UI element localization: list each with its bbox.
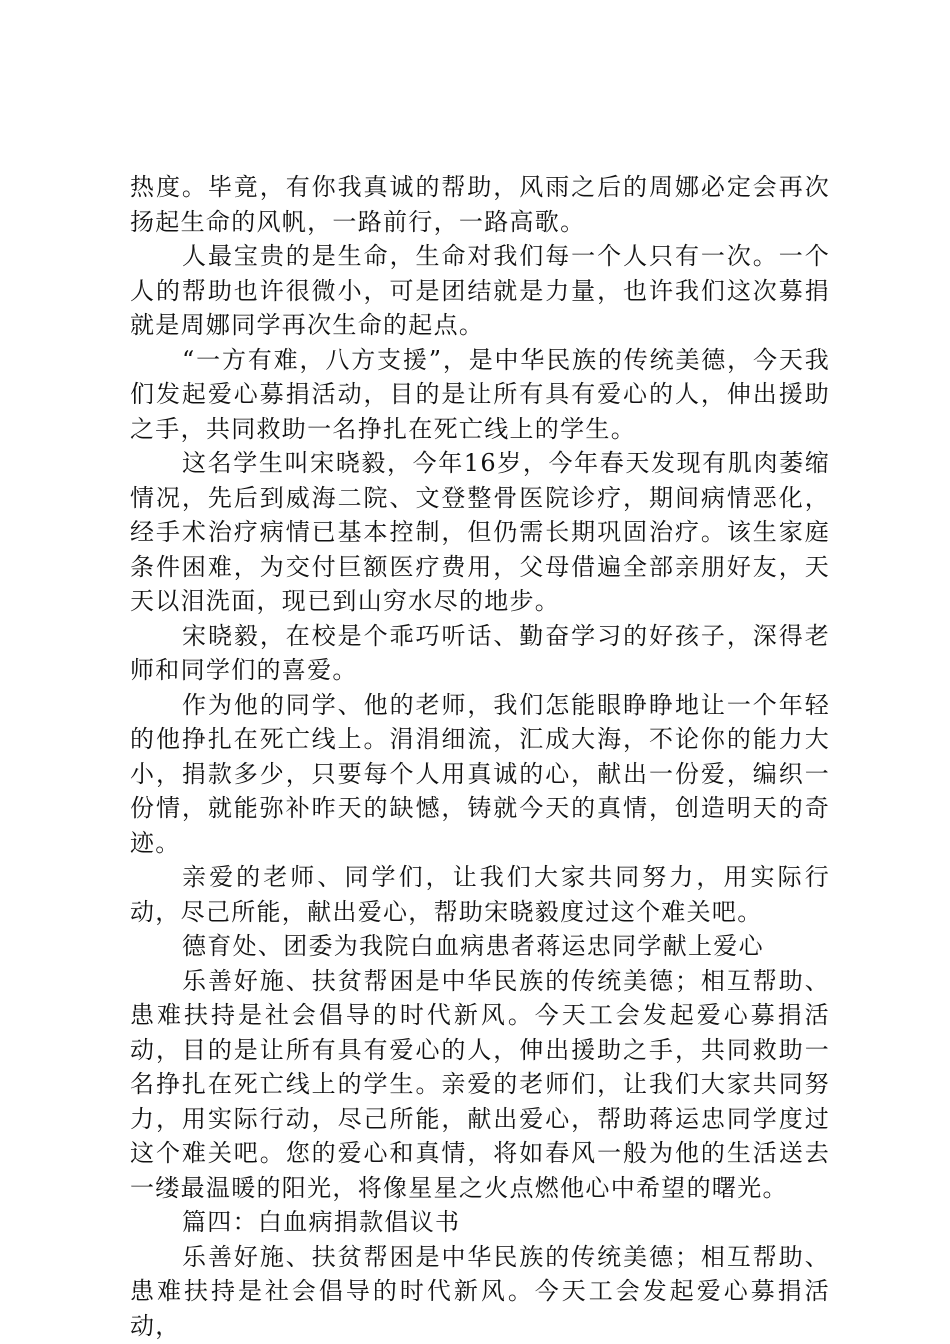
document-body: [130, 170, 830, 1343]
paragraph: 人最宝贵的是生命，生命对我们每一个人只有一次。一个人的帮助也许很微小，可是团结就是力量，也许我们这次募捐就是周娜同学再次生命的起点。: [130, 242, 830, 339]
paragraph: 这名学生叫宋晓毅，今年16岁，今年春天发现有肌肉萎缩情况，先后到威海二院、文登整骨医院诊疗，期间病情恶化，经手术治疗病情已基本控制，但仍需长期巩固治疗。该生家庭条件困难，为交付巨额医疗费用，父母借遍全部亲朋好友，天天以泪洗面，现已到山穷水尽的地步。: [130, 449, 830, 615]
paragraph: 乐善好施、扶贫帮困是中华民族的传统美德；相互帮助、患难扶持是社会倡导的时代新风。今天工会发起爱心募捐活动，目的是让所有具有爱心的人，伸出援助之手，共同救助一名挣扎在死亡线上的学生。亲爱的老师们，让我们大家共同努力，用实际行动，尽己所能，献出爱心，帮助蒋运忠同学度过这个难关吧。您的爱心和真情，将如春风一般为他的生活送去一缕最温暖的阳光，将像星星之火点燃他心中希望的曙光。: [130, 966, 830, 1202]
paragraph: 乐善好施、扶贫帮困是中华民族的传统美德；相互帮助、患难扶持是社会倡导的时代新风。今天工会发起爱心募捐活动，: [130, 1242, 830, 1340]
paragraph: 亲爱的老师、同学们，让我们大家共同努力，用实际行动，尽己所能，献出爱心，帮助宋晓毅度过这个难关吧。: [130, 863, 830, 926]
paragraph: “一方有难，八方支援”，是中华民族的传统美德，今天我们发起爱心募捐活动，目的是让所有具有爱心的人，伸出援助之手，共同救助一名挣扎在死亡线上的学生。: [130, 345, 830, 443]
paragraph: 热度。毕竟，有你我真诚的帮助，风雨之后的周娜必定会再次扬起生命的风帆，一路前行，一路高歌。: [130, 173, 830, 236]
section-heading: 德育处、团委为我院白血病患者蒋运忠同学献上爱心: [182, 932, 764, 960]
section-heading: 篇四：白血病捐款倡议书: [182, 1208, 461, 1236]
paragraph: 作为他的同学、他的老师，我们怎能眼睁睁地让一个年轻的他挣扎在死亡线上。涓涓细流，汇成大海，不论你的能力大小，捐款多少，只要每个人用真诚的心，献出一份爱，编织一份情，就能弥补昨天的缺憾，铸就今天的真情，创造明天的奇迹。: [130, 690, 830, 857]
paragraph: 宋晓毅，在校是个乖巧听话、勤奋学习的好孩子，深得老师和同学们的喜爱。: [130, 621, 830, 684]
